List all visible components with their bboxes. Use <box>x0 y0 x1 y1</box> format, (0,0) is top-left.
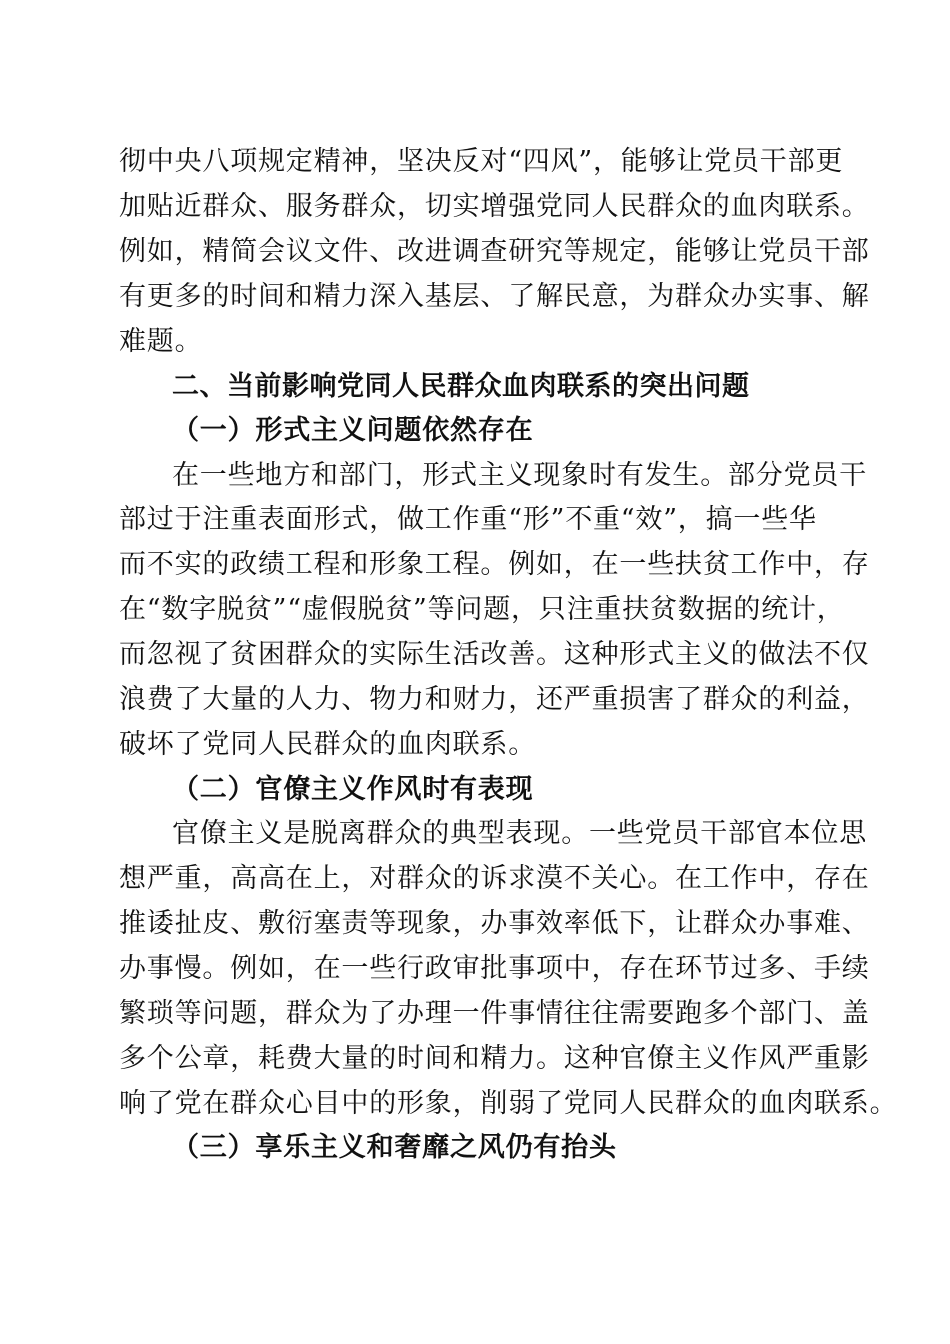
subsection-title-2: （二）官僚主义作风时有表现 <box>172 774 534 805</box>
paragraph-line: 推诿扯皮、敷衍塞责等现象，办事效率低下，让群众办事难、 <box>119 908 870 939</box>
subsection-title-1: （一）形式主义问题依然存在 <box>172 415 534 446</box>
paragraph-line: 办事慢。例如，在一些行政审批事项中，存在环节过多、手续 <box>119 953 870 984</box>
paragraph-line: 官僚主义是脱离群众的典型表现。一些党员干部官本位思 <box>172 818 867 849</box>
paragraph-line: 响了党在群众心目中的形象，削弱了党同人民群众的血肉联系。 <box>119 1088 898 1119</box>
paragraph-line: 有更多的时间和精力深入基层、了解民意，为群众办实事、解 <box>119 281 870 312</box>
subsection-title-3: （三）享乐主义和奢靡之风仍有抬头 <box>172 1132 617 1163</box>
paragraph-line: 而忽视了贫困群众的实际生活改善。这种形式主义的做法不仅 <box>119 639 870 670</box>
section-heading: 二、当前影响党同人民群众血肉联系的突出问题 <box>172 371 750 402</box>
paragraph-line: 多个公章，耗费大量的时间和精力。这种官僚主义作风严重影 <box>119 1043 870 1074</box>
paragraph-line: 彻中央八项规定精神，坚决反对“四风”，能够让党员干部更 <box>119 146 844 177</box>
paragraph-line: 部过于注重表面形式，做工作重“形”不重“效”，搞一些华 <box>119 504 817 535</box>
paragraph-line: 而不实的政绩工程和形象工程。例如，在一些扶贫工作中，存 <box>119 549 870 580</box>
paragraph-line: 想严重，高高在上，对群众的诉求漠不关心。在工作中，存在 <box>119 863 870 894</box>
paragraph-line: 破坏了党同人民群众的血肉联系。 <box>119 729 536 760</box>
paragraph-line: 加贴近群众、服务群众，切实增强党同人民群众的血肉联系。 <box>119 191 870 222</box>
paragraph-line: 在一些地方和部门，形式主义现象时有发生。部分党员干 <box>172 460 867 491</box>
paragraph-line: 难题。 <box>119 326 203 357</box>
paragraph-line: 繁琐等问题，群众为了办理一件事情往往需要跑多个部门、盖 <box>119 998 870 1029</box>
paragraph-line: 例如，精简会议文件、改进调查研究等规定，能够让党员干部 <box>119 236 870 267</box>
paragraph-line: 浪费了大量的人力、物力和财力，还严重损害了群众的利益， <box>119 684 870 715</box>
paragraph-line: 在“数字脱贫”“虚假脱贫”等问题，只注重扶贫数据的统计， <box>119 594 845 625</box>
